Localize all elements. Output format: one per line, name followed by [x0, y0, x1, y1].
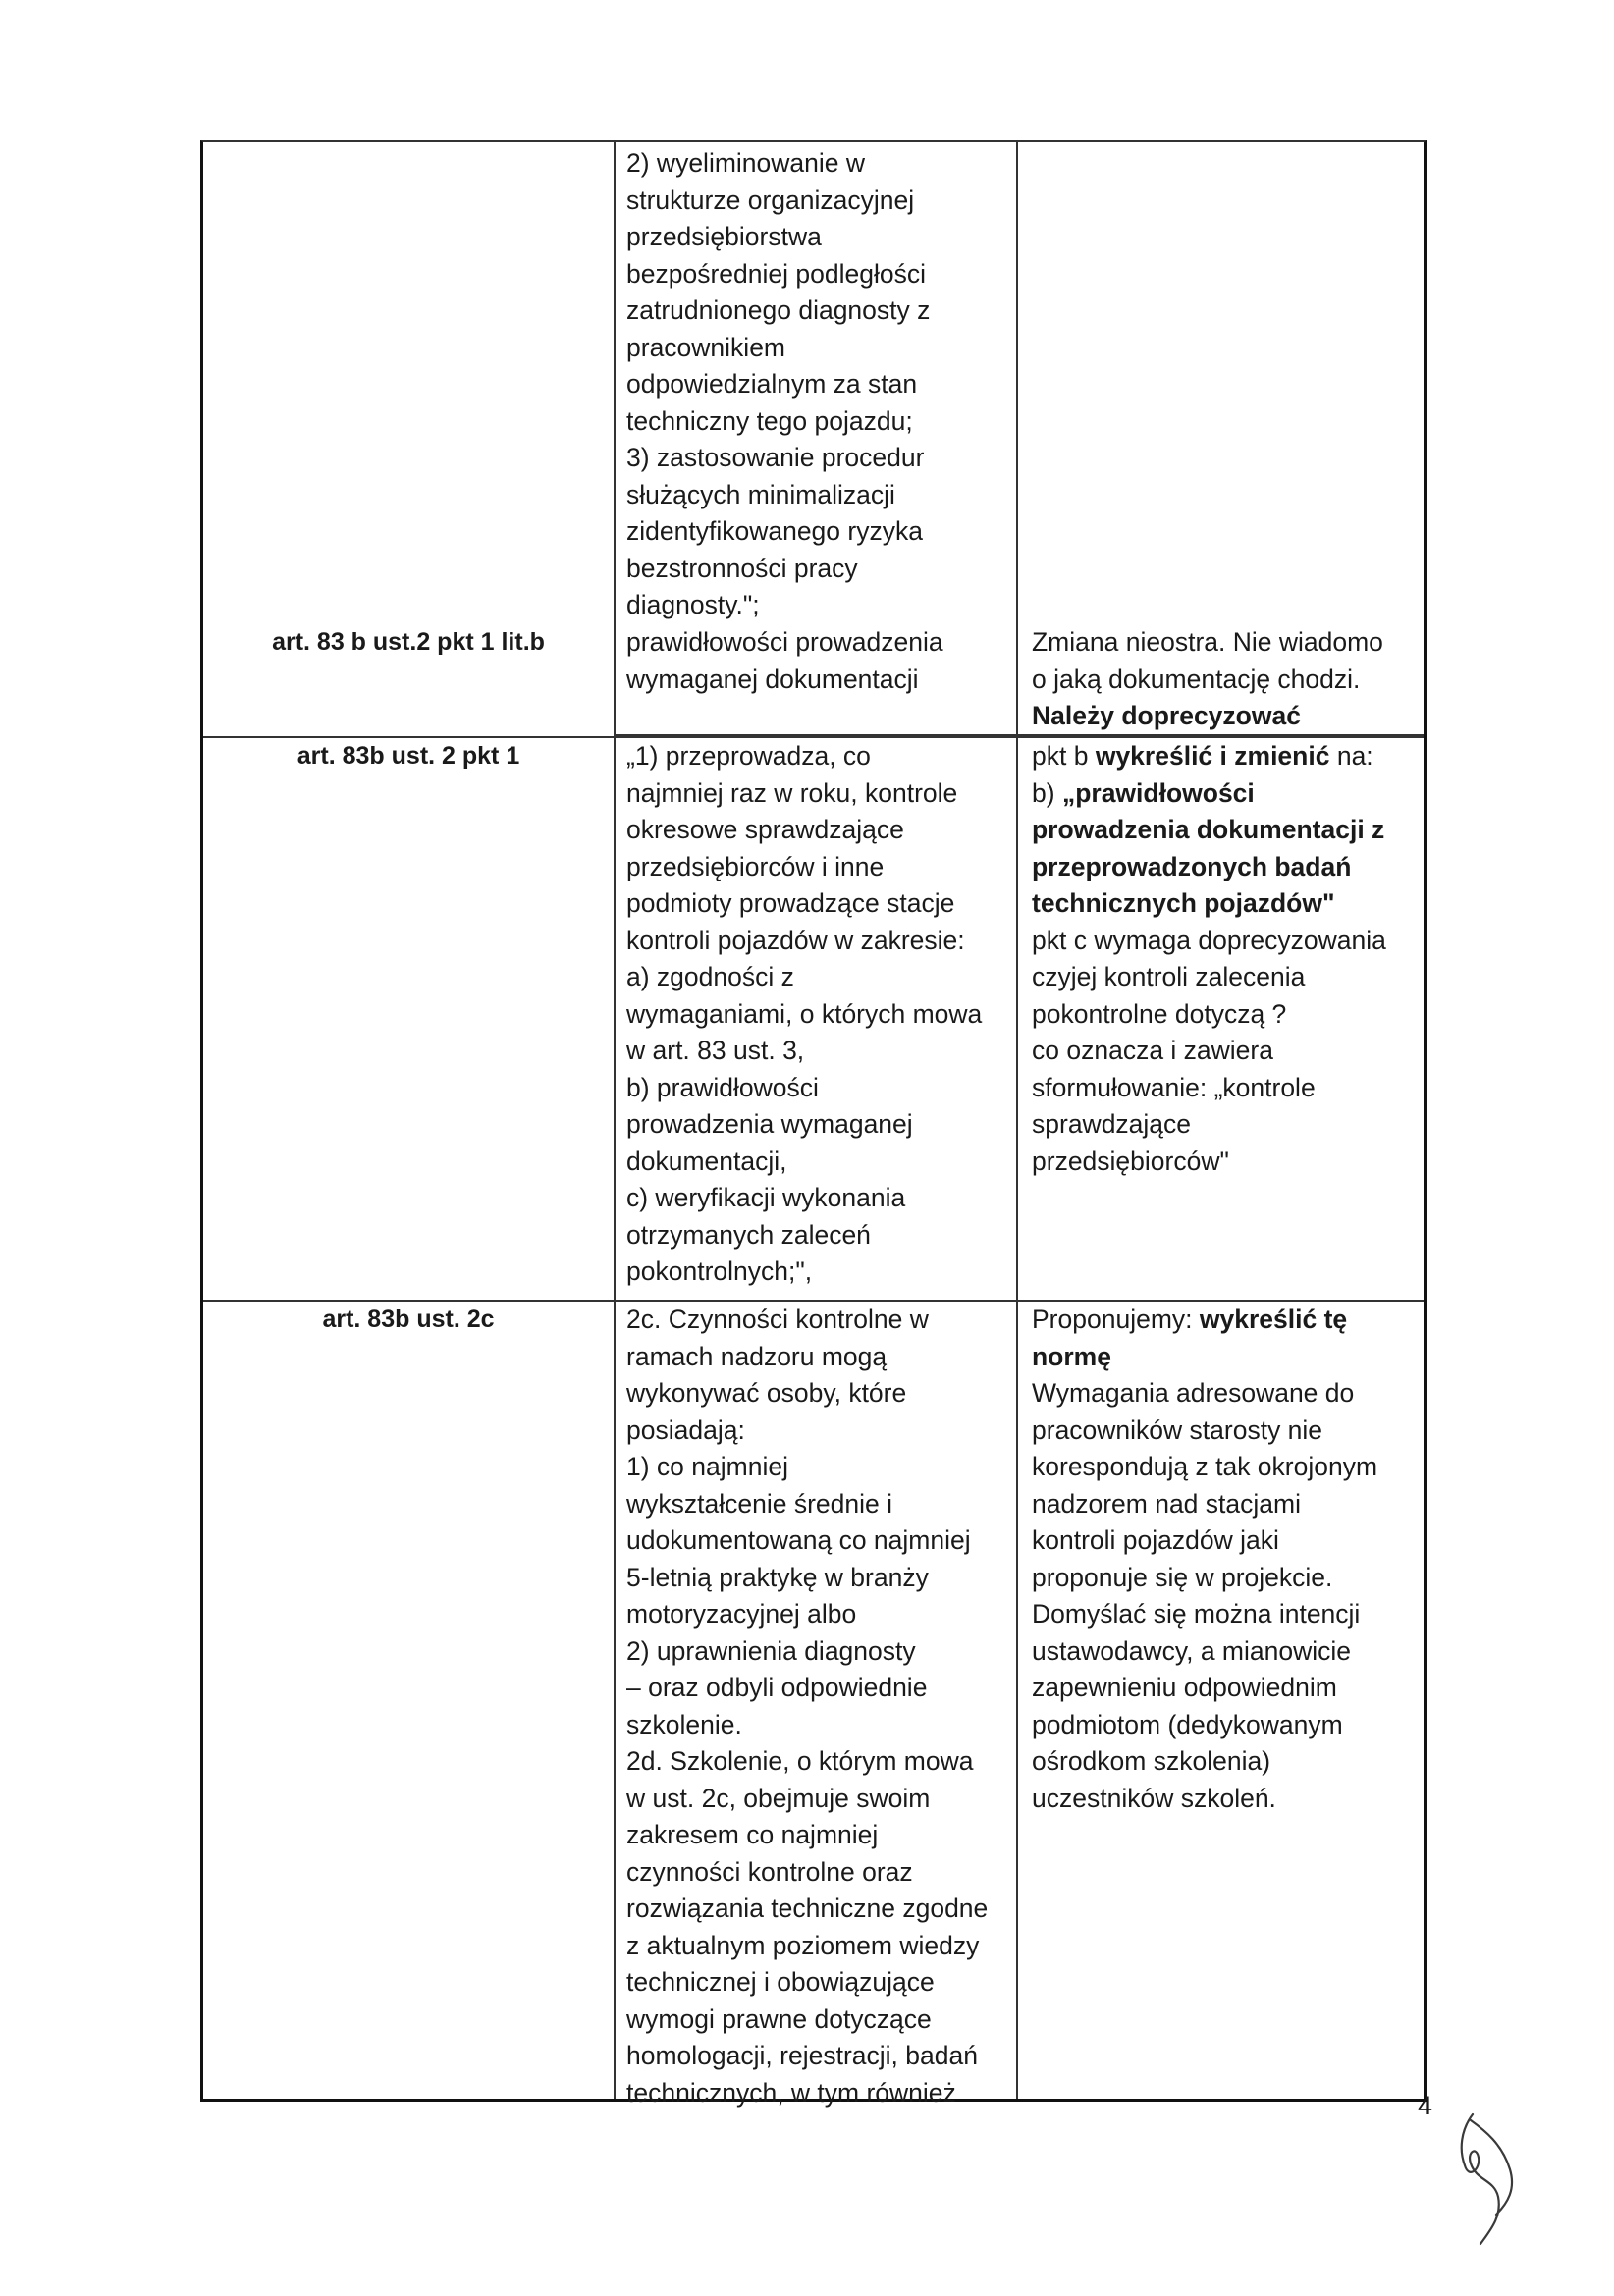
provision-text: „1) przeprowadza, co najmniej raz w roku, kontrole okresowe sprawdzające przedsiębiorców i inne podmioty prowadzące stacje kontroli pojazdów w zakresie: a) zgodności z wymaganiami, o których mowa w art. 83 ust. 3, b) prawidłowości prowadzenia wymaganej dokumentacji, c) weryfikacji wykonania otrzymanych zaleceń pokontrolnych;", — [626, 741, 983, 1286]
comment-plain: Proponujemy: — [1032, 1305, 1200, 1334]
continuation-provision-cell: 2) wyeliminowanie w strukturze organizacyjnej przedsiębiorstwa bezpośredniej podległości zatrudnionego diagnosty z pracownikiem odpowiedzialnym za stan techniczny tego pojazdu; 3) zastosowanie procedur służących minimalizacji zidentyfikowanego ryzyka bezstronności pracy diagnosty."; — [626, 148, 931, 619]
provision-text: 2c. Czynności kontrolne w ramach nadzoru mogą wykonywać osoby, które posiadają: 1) co najmniej wykształcenie średnie i udokumentowaną co najmniej 5-letnią praktykę w branży motoryzacyjnej albo 2) uprawnienia diagnosty – oraz odbyli odpowiednie szkolenie. 2d. Szkolenie, o którym mowa w ust. 2c, obejmuje swoim zakresem co najmniej czynności kontrolne oraz rozwiązania techniczne zgodne z aktualnym poziomem wiedzy technicznej i obowiązujące wymogi prawne dotyczące homologacji, rejestracji, badań technicznych, w tym również — [626, 1305, 989, 2108]
column-divider — [1016, 142, 1018, 2099]
article-reference: art. 83b ust. 2c — [322, 1306, 495, 1333]
comment-text — [1032, 1302, 1425, 1817]
column-divider — [614, 142, 616, 2099]
comment-plain: pkt b — [1032, 741, 1096, 771]
article-reference: art. 83 b ust.2 pkt 1 lit.b — [272, 628, 545, 656]
comment-plain: na: b) — [1032, 741, 1373, 808]
comment-emphasis: „prawidłowości prowadzenia dokumentacji z przeprowadzonych badań technicznych pojazdów" — [1032, 777, 1385, 918]
article-reference: art. 83b ust. 2 pkt 1 — [296, 742, 520, 770]
comment-plain: Zmiana nieostra. Nie wiadomo o jaką dokumentację chodzi. — [1032, 627, 1383, 694]
comment-emphasis: Należy doprecyzować — [1032, 701, 1301, 730]
provision-text: prawidłowości prowadzenia wymaganej dokumentacji — [626, 627, 943, 694]
comment-emphasis: wykreślić tę normę — [1032, 1305, 1348, 1371]
comment-text — [1032, 738, 1425, 1180]
page-number: 4 — [1418, 2091, 1433, 2120]
comment-text — [1032, 624, 1425, 735]
handwritten-initials-signature — [1451, 2101, 1520, 2248]
comments-table — [200, 140, 1427, 2108]
comment-emphasis: wykreślić i zmienić — [1095, 741, 1330, 771]
comment-plain: pkt c wymaga doprecyzowania czyjej kontroli zalecenia pokontrolne dotyczą ? co oznacza i zawiera sformułowanie: „kontrole sprawdzające przedsiębiorców" — [1032, 925, 1386, 1176]
comment-plain: Wymagania adresowane do pracowników starosty nie korespondują z tak okrojonym nadzorem nad stacjami kontroli pojazdów jaki proponuje się w projekcie. Domyślać się można intencji ustawodawcy, a mianowicie zapewnieniu odpowiednim podmiotom (dedykowanym ośrodkom szkolenia) uczestników szkoleń. — [1032, 1378, 1378, 1813]
